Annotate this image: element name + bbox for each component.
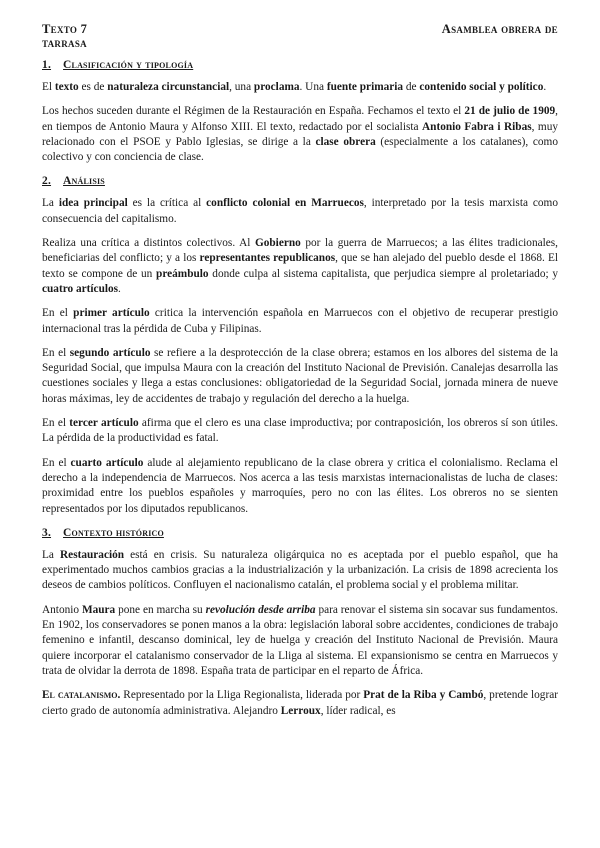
section-number: 3. (42, 526, 52, 539)
text-run: , pretende lograr cierto grado de autonomía administrativa. Alejandro (42, 689, 558, 717)
text-run: En el (42, 346, 70, 359)
paragraph (42, 306, 558, 337)
bold-term: cuatro artículos (42, 282, 119, 295)
text-run: Antonio (42, 603, 82, 616)
bold-term: clase obrera (315, 135, 376, 148)
text-run: para renovar el sistema sin socavar sus fundamentos. En 1902, los conservadores se ponen manos a la obra: legislación laboral sobre accidentes, condiciones de trabajo femenino e infantil, descanso dominical, ley de huelga y creación del Instituto Nacional de Previsión. Maura quiere incorporar el catalanismo conservador de la Lliga al sistema. El expansionismo se centra en Marruecos y trata de olvidar la derrota de 1898. España trata de participar en el reparto de África. (42, 603, 559, 677)
paragraph (42, 416, 558, 447)
bold-term: idea principal (58, 197, 128, 210)
text-run: La (42, 548, 61, 561)
section-title: Clasificación y tipología (63, 59, 194, 71)
paragraph (42, 603, 558, 679)
header-title: Texto 7 (42, 22, 88, 36)
section-number: 2. (42, 175, 52, 188)
section-heading-context (42, 526, 558, 540)
text-run: critica la intervención española en Marruecos con el objetivo de recuperar prestigio internacional tras la pérdida de Cuba y Filipinas. (42, 307, 558, 335)
bold-italic-term: revolución desde arriba (205, 603, 316, 616)
text-run: de (403, 81, 420, 93)
bold-term: conflicto colonial en Marruecos (206, 197, 364, 210)
header-subject-continued: tarrasa (42, 36, 87, 50)
text-run: En el (42, 307, 74, 320)
text-run: . (118, 282, 121, 295)
text-run: , en tiempos de Antonio Maura y Alfonso XIII. El texto, redactado por el socialista (42, 105, 558, 133)
section-heading-analysis (42, 174, 558, 188)
bold-term: preámbulo (156, 267, 209, 280)
bold-term: texto (54, 81, 79, 93)
paragraph (42, 346, 558, 407)
text-run: Realiza una crítica a distintos colectivos. Al (42, 237, 255, 250)
text-run: En el (42, 417, 70, 430)
text-run: alude al alejamiento republicano de la clase obrera y critica el colonialismo. Reclama el derecho a la independencia de Marruecos. Nos acerca a las tesis marxistas internacionalistas de lucha de clases: proximidad entre los pueblos españoles y marroquíes, pero no con las élites. Los obreros no se sienten representados por los diputados republicanos. (42, 456, 558, 515)
text-run: por la guerra de Marruecos; a las élites tradicionales, beneficiarias del conflicto; y a los (42, 237, 558, 265)
bold-term: Prat de la Riba y Cambó (363, 689, 484, 702)
bold-term: 21 de julio de 1909 (464, 105, 556, 118)
bold-term: Gobierno (254, 237, 301, 250)
header-subject: Asamblea obrera de (441, 22, 558, 36)
paragraph (42, 236, 558, 297)
text-run: En el (42, 456, 71, 469)
bold-term: El catalanismo. (42, 689, 121, 702)
text-run: La (42, 197, 59, 210)
text-run: es la crítica al (127, 197, 207, 210)
text-run: Los hechos suceden durante el Régimen de la Restauración en España. Fechamos el texto el (42, 105, 465, 118)
section-title: Análisis (63, 175, 105, 188)
text-run: El (42, 81, 55, 93)
bold-term: Maura (81, 603, 116, 616)
text-run: Representado por la Lliga Regionalista, liderada por (120, 689, 364, 702)
bold-term: representantes republicanos (199, 252, 336, 265)
bold-term: primer artículo (73, 307, 150, 320)
text-run: donde culpa al sistema capitalista, que perjudica siempre al proletariado; y (208, 267, 558, 280)
text-run: afirma que el clero es una clase improductiva; por contraposición, los obreros sí son útiles. La pérdida de la productividad es fatal. (42, 417, 558, 445)
text-run: , una (229, 81, 254, 93)
paragraph (42, 104, 558, 165)
text-run: (especialmente a los catalanes), como colectivo y con conciencia de clase. (42, 135, 558, 164)
bold-term: segundo artículo (69, 346, 151, 359)
text-run: , que se han alejado del pueblo desde el 1868. El texto se compone de un (42, 252, 558, 280)
paragraph (42, 456, 558, 517)
text-run: . (543, 81, 547, 93)
bold-term: cuarto artículo (70, 456, 144, 469)
bold-term: proclama (253, 81, 300, 93)
text-run: . Una (299, 81, 327, 93)
paragraph (42, 196, 558, 227)
section-number: 1. (42, 59, 52, 71)
text-run: está en crisis. Su naturaleza oligárquica no es aceptada por el pueblo español, que ha experimentado muchos cambios gracias a la industrialización y la urbanización. La crisis de 1898 acrecienta los deseos de cambios políticos. Confluyen el nacionalismo catalán, el problema social y el problema militar. (42, 548, 558, 592)
document-header (42, 22, 558, 36)
paragraph (42, 688, 558, 719)
text-run: pone en marcha su (115, 603, 206, 616)
bold-term: fuente primaria (326, 81, 404, 93)
section-heading-classification (42, 58, 558, 72)
bold-term: tercer artículo (69, 417, 139, 430)
text-run: , interpretado por la tesis marxista como consecuencia del capitalismo. (42, 197, 558, 225)
paragraph (42, 80, 558, 95)
text-run: es de (78, 81, 108, 93)
paragraph (42, 548, 558, 594)
section-title: Contexto histórico (63, 526, 164, 539)
bold-term: Antonio Fabra i Ribas (422, 120, 532, 133)
text-run: , líder radical, es (320, 704, 396, 717)
text-run: , muy relacionado con el PSOE y Pablo Iglesias, se dirige a la (42, 120, 559, 148)
bold-term: Restauración (60, 548, 125, 561)
text-run: se refiere a la desprotección de la clase obrera; estamos en los albores del sistema de la Seguridad Social, que impulsa Maura con la creación del Instituto Nacional de Previsión. Canalejas desarrolla las cuestiones sociales y llega a estas conclusiones: obligatoriedad de la Seguridad Social, jornada minera de nueve horas máximas, ley de accidentes de trabajo y regulación del derecho a la huelga. (42, 346, 558, 405)
bold-term: naturaleza circunstancial (107, 81, 230, 93)
bold-term: contenido social y político (419, 81, 544, 93)
bold-term: Lerroux (280, 704, 321, 717)
